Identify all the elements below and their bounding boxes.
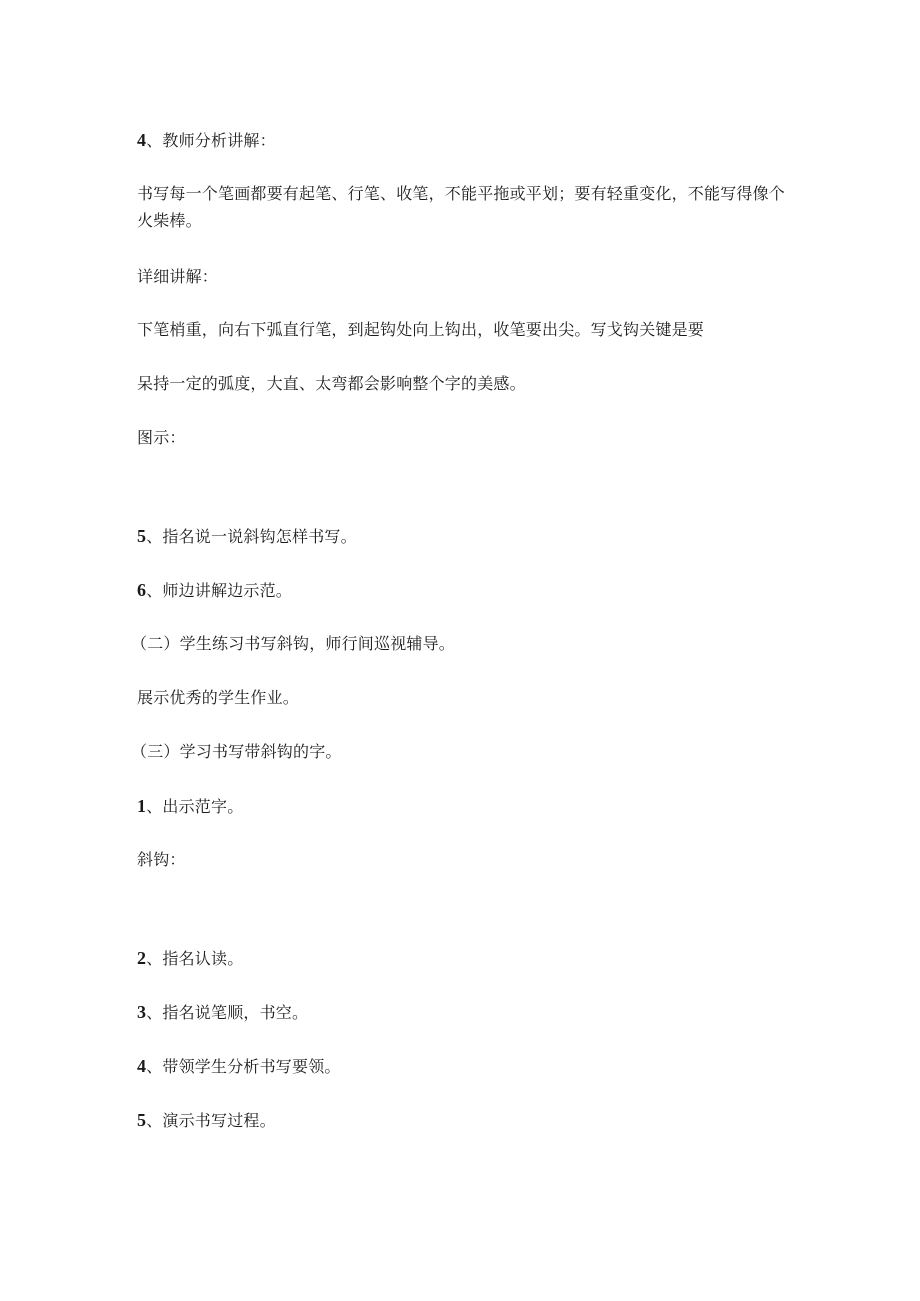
step-text: 、教师分析讲解： <box>146 131 276 150</box>
step-3-stroke-order <box>137 1000 308 1025</box>
step-text: 、出示范字。 <box>146 797 244 816</box>
step-text: 、演示书写过程。 <box>146 1111 276 1130</box>
step-number: 2 <box>137 948 147 968</box>
step-6-demonstrate <box>137 578 292 603</box>
paragraph-detail-1: 下笔梢重，向右下弧直行笔，到起钩处向上钩出，收笔要出尖。写戈钩关键是要 <box>137 320 705 339</box>
step-text: 、带领学生分析书写要领。 <box>146 1057 341 1076</box>
step-number: 6 <box>137 580 147 600</box>
step-text: 、指名说一说斜钩怎样书写。 <box>146 527 357 546</box>
step-text: 、指名认读。 <box>146 949 244 968</box>
step-number: 3 <box>137 1002 147 1022</box>
section-2-heading: （二）学生练习书写斜钩，师行间巡视辅导。 <box>131 634 456 653</box>
paragraph-stroke-rules: 书写每一个笔画都要有起笔、行笔、收笔，不能平拖或平划；要有轻重变化，不能写得像个火柴棒。 <box>137 184 786 230</box>
paragraph-showcase: 展示优秀的学生作业。 <box>137 688 300 707</box>
step-5-demonstrate-writing <box>137 1108 276 1133</box>
paragraph-detail-2: 呆持一定的弧度，大直、太弯都会影响整个字的美感。 <box>137 374 526 393</box>
step-text: 、指名说笔顺，书空。 <box>146 1003 309 1022</box>
step-4-writing-essentials <box>137 1054 341 1079</box>
step-number: 4 <box>137 130 147 150</box>
step-number: 5 <box>137 526 147 546</box>
step-4-teacher-analysis <box>137 128 276 153</box>
step-number: 4 <box>137 1056 147 1076</box>
step-number: 5 <box>137 1110 147 1130</box>
step-text: 、师边讲解边示范。 <box>146 581 293 600</box>
step-2-read-aloud <box>137 946 243 971</box>
illustration-label: 图示： <box>137 428 186 447</box>
oblique-hook-label: 斜钩： <box>137 850 186 869</box>
detail-heading: 详细讲解： <box>137 267 219 286</box>
step-number: 1 <box>137 796 147 816</box>
step-5-describe <box>137 524 357 549</box>
step-1-show-characters <box>137 794 243 819</box>
section-3-heading: （三）学习书写带斜钩的字。 <box>131 742 342 761</box>
